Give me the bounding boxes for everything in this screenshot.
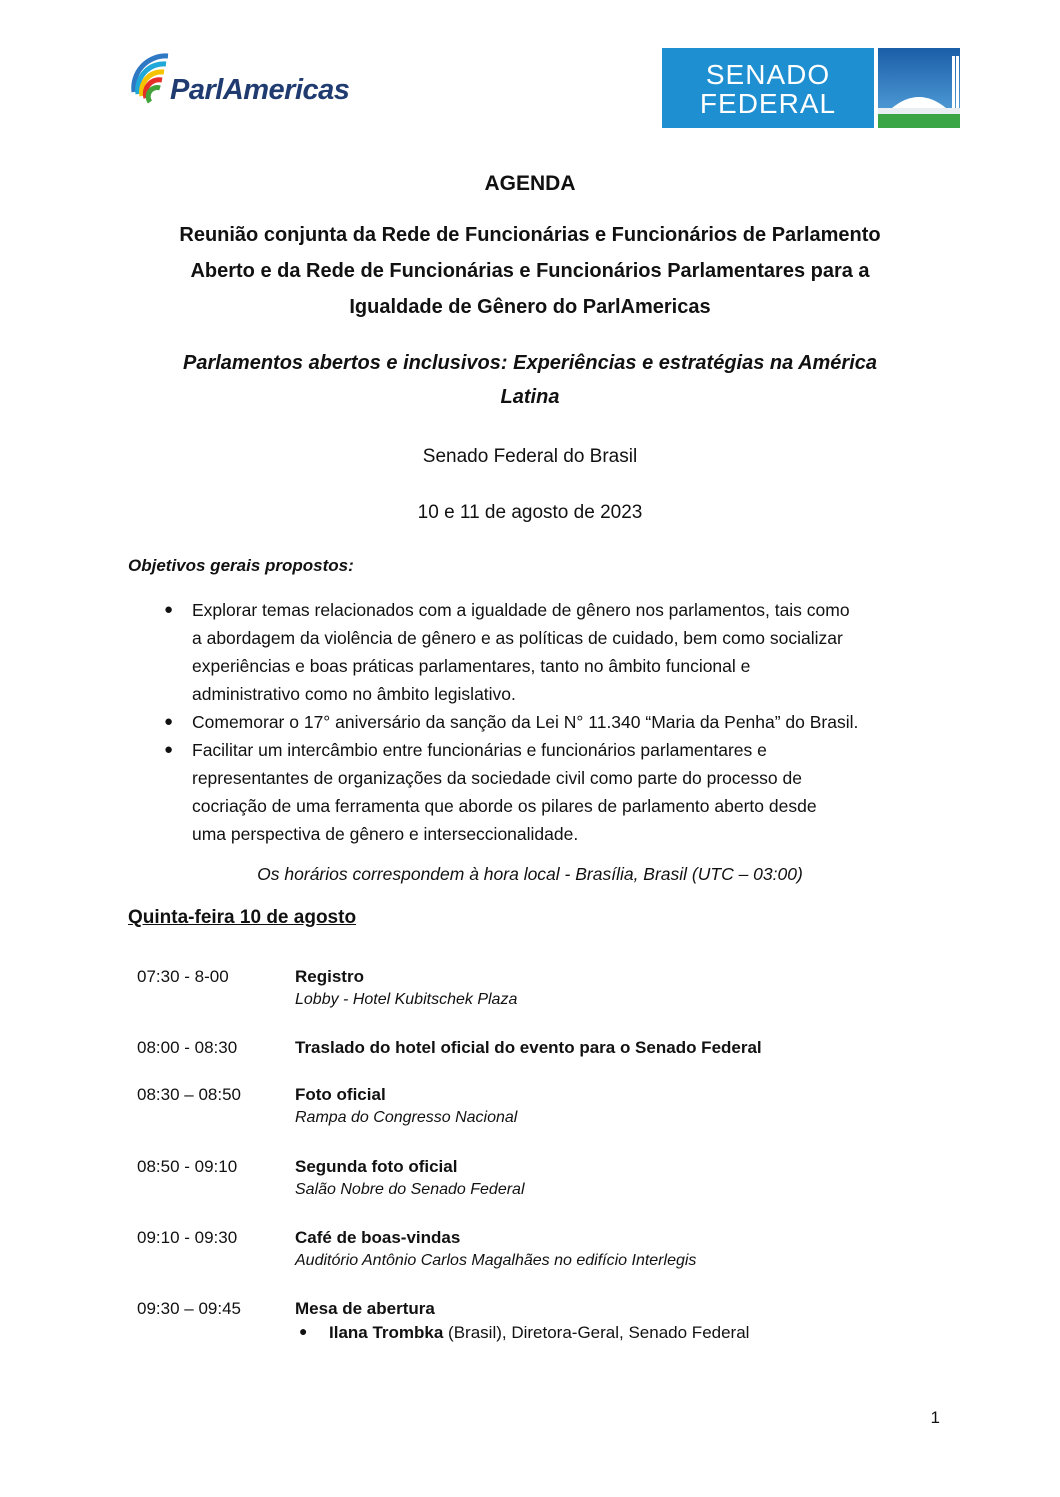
schedule-title: Mesa de abertura bbox=[295, 1299, 435, 1318]
page-number: 1 bbox=[930, 1408, 940, 1427]
objectives-list bbox=[160, 596, 940, 848]
schedule-time: 09:30 – 09:45 bbox=[137, 1299, 241, 1318]
senado-logo-blue-panel bbox=[662, 48, 874, 128]
schedule-time: 08:00 - 08:30 bbox=[137, 1038, 238, 1057]
agenda-heading: AGENDA bbox=[484, 172, 576, 195]
bullet-icon: ● bbox=[164, 713, 174, 730]
objective-line: Explorar temas relacionados com a igualdade de gênero nos parlamentos, tais como bbox=[192, 600, 850, 620]
schedule-title: Segunda foto oficial bbox=[295, 1157, 458, 1176]
parlamericas-logo bbox=[128, 52, 398, 122]
schedule-location: Lobby - Hotel Kubitschek Plaza bbox=[295, 991, 518, 1008]
senado-logo-line1: SENADO bbox=[705, 59, 831, 90]
meeting-subtitle bbox=[120, 346, 940, 414]
schedule-time: 07:30 - 8-00 bbox=[137, 967, 229, 986]
schedule-title: Registro bbox=[295, 967, 364, 986]
meeting-subtitle-line: Latina bbox=[500, 386, 560, 408]
speaker-name: Ilana Trombka bbox=[329, 1323, 444, 1342]
objective-line: experiências e boas práticas parlamentares, tanto no âmbito funcional e bbox=[192, 656, 751, 676]
schedule-row bbox=[137, 1085, 937, 1157]
schedule-row bbox=[137, 1299, 937, 1359]
schedule-row bbox=[137, 1038, 937, 1085]
meeting-title-line: Igualdade de Gênero do ParlAmericas bbox=[349, 296, 711, 318]
objective-line: Comemorar o 17° aniversário da sanção da Lei N° 11.340 “Maria da Penha” do Brasil. bbox=[192, 712, 859, 732]
senado-logo-line2: FEDERAL bbox=[699, 88, 837, 119]
bullet-icon: ● bbox=[164, 741, 174, 758]
objective-line: a abordagem da violência de gênero e as políticas de cuidado, bem como socializar bbox=[192, 628, 843, 648]
schedule bbox=[137, 967, 937, 1359]
venue: Senado Federal do Brasil bbox=[422, 446, 638, 467]
objective-line: uma perspectiva de gênero e interseccionalidade. bbox=[192, 824, 579, 844]
schedule-location: Salão Nobre do Senado Federal bbox=[295, 1181, 525, 1198]
objective-line: representantes de organizações da sociedade civil como parte do processo de bbox=[192, 768, 802, 788]
schedule-row bbox=[137, 1157, 937, 1228]
parlamericas-wordmark: ParlAmericas bbox=[170, 74, 350, 106]
senado-building-icon bbox=[878, 48, 960, 128]
schedule-time: 08:50 - 09:10 bbox=[137, 1157, 238, 1176]
meeting-title-line: Aberto e da Rede de Funcionárias e Funcionários Parlamentares para a bbox=[190, 260, 870, 282]
meeting-title bbox=[120, 217, 940, 325]
schedule-location: Auditório Antônio Carlos Magalhães no edifício Interlegis bbox=[295, 1252, 697, 1269]
schedule-title: Foto oficial bbox=[295, 1085, 386, 1104]
schedule-location: Rampa do Congresso Nacional bbox=[295, 1109, 518, 1126]
bullet-icon: ● bbox=[164, 601, 174, 618]
bullet-icon: ● bbox=[299, 1323, 308, 1339]
objective-item bbox=[160, 708, 940, 736]
opening-speaker bbox=[299, 1323, 750, 1343]
objective-item bbox=[160, 736, 940, 848]
timezone-note: Os horários correspondem à hora local - Brasília, Brasil (UTC – 03:00) bbox=[257, 864, 803, 884]
objective-line: Facilitar um intercâmbio entre funcionárias e funcionários parlamentares e bbox=[192, 740, 767, 760]
objective-line: administrativo como no âmbito legislativo. bbox=[192, 684, 516, 704]
objective-item bbox=[160, 596, 940, 708]
meeting-title-line: Reunião conjunta da Rede de Funcionárias e Funcionários de Parlamento bbox=[179, 224, 881, 246]
day-heading: Quinta-feira 10 de agosto bbox=[128, 907, 357, 928]
objectives-heading: Objetivos gerais propostos: bbox=[128, 556, 354, 575]
schedule-row bbox=[137, 967, 937, 1038]
senado-federal-logo bbox=[662, 48, 960, 128]
schedule-time: 08:30 – 08:50 bbox=[137, 1085, 241, 1104]
meeting-subtitle-line: Parlamentos abertos e inclusivos: Experiências e estratégias na América bbox=[182, 352, 878, 374]
speaker-details: (Brasil), Diretora-Geral, Senado Federal bbox=[443, 1323, 750, 1342]
objective-line: cocriação de uma ferramenta que aborde os pilares de parlamento aberto desde bbox=[192, 796, 817, 816]
event-dates: 10 e 11 de agosto de 2023 bbox=[417, 502, 643, 523]
schedule-time: 09:10 - 09:30 bbox=[137, 1228, 238, 1247]
schedule-row bbox=[137, 1228, 937, 1299]
schedule-title: Café de boas-vindas bbox=[295, 1228, 461, 1247]
schedule-title: Traslado do hotel oficial do evento para o Senado Federal bbox=[295, 1038, 762, 1057]
